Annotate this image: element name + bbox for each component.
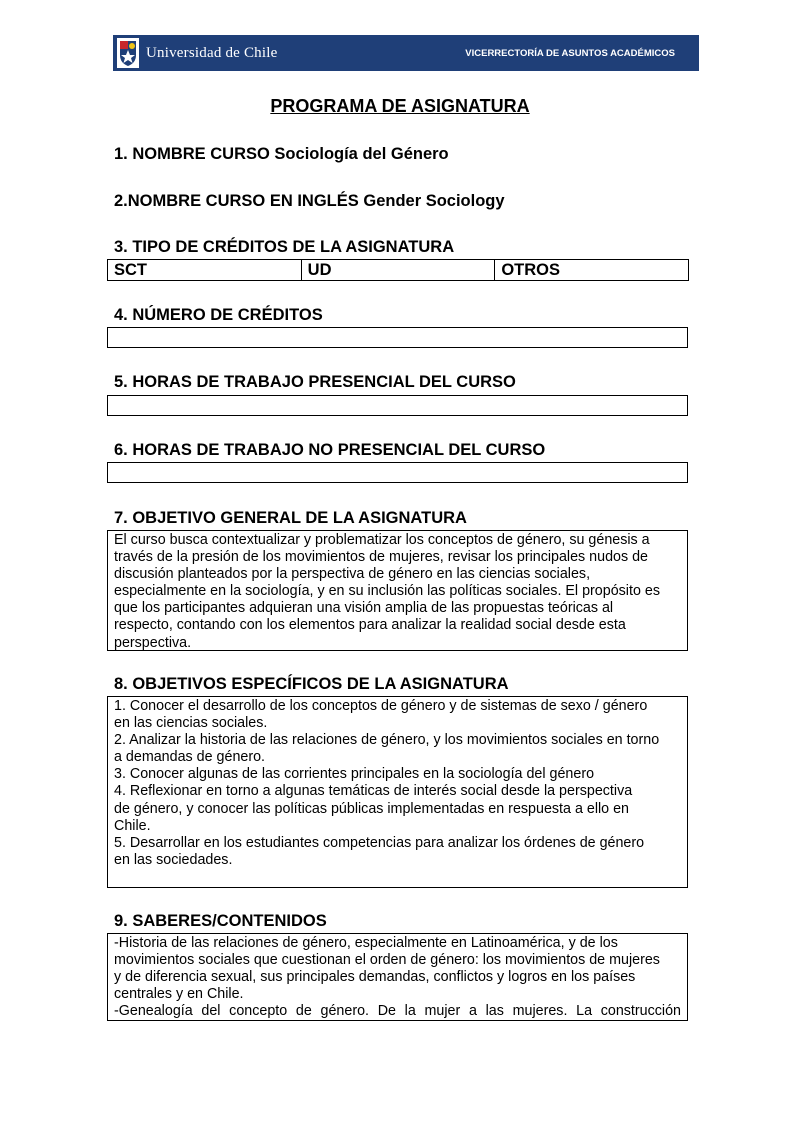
objective-line: discusión planteados por la perspectiva de género en las ciencias sociales, [114, 566, 591, 583]
content-line: movimientos sociales que cuestionan el orden de género: los movimientos de mujeres [114, 952, 660, 969]
specific-objective-line: a demandas de género. [114, 749, 266, 766]
content-line: y de diferencia sexual, sus principales demandas, conflictos y logros en los países [114, 969, 636, 986]
objective-line: través de la presión de los movimientos de mujeres, revisar los principales nudos de [114, 549, 649, 566]
credit-type-ud: UD [301, 260, 495, 281]
section-8-heading: 8. OBJETIVOS ESPECÍFICOS DE LA ASIGNATURA [114, 675, 509, 693]
credit-type-table [107, 259, 689, 281]
specific-objective-line: 5. Desarrollar en los estudiantes competencias para analizar los órdenes de género [114, 834, 645, 851]
objective-line: respecto, contando con los elementos para analizar la realidad social desde esta [114, 617, 626, 634]
objective-line: perspectiva. [114, 634, 192, 651]
section-5-box [107, 395, 688, 416]
section-3-heading: 3. TIPO DE CRÉDITOS DE LA ASIGNATURA [114, 238, 455, 256]
section-5-heading: 5. HORAS DE TRABAJO PRESENCIAL DEL CURSO [114, 373, 516, 391]
vicerrectoria-label: VICERRECTORÍA DE ASUNTOS ACADÉMICOS [465, 48, 675, 59]
section-7-heading: 7. OBJETIVO GENERAL DE LA ASIGNATURA [114, 509, 467, 527]
section-7-box [107, 530, 688, 651]
university-name: Universidad de Chile [146, 45, 278, 61]
credit-type-otros: OTROS [495, 260, 689, 281]
section-1-course-name: 1. NOMBRE CURSO Sociología del Género [114, 145, 449, 163]
objective-line: El curso busca contextualizar y problematizar los conceptos de género, su génesis a [114, 532, 650, 548]
specific-objective-line: 3. Conocer algunas de las corrientes principales en la sociología del género [114, 766, 595, 783]
section-4-box [107, 327, 688, 348]
specific-objective-line: en las sociedades. [114, 851, 233, 868]
objective-line: que los participantes adquieran una visión amplia de las propuestas teóricas al [114, 600, 614, 617]
content-line: centrales y en Chile. [114, 986, 244, 1003]
section-6-heading: 6. HORAS DE TRABAJO NO PRESENCIAL DEL CURSO [114, 441, 546, 459]
table-row [108, 260, 689, 281]
section-8-box [107, 696, 688, 888]
objective-line: especialmente en la sociología, y en su inclusión las políticas sociales. El propósito es [114, 583, 660, 600]
specific-objective-line: Chile. [114, 817, 151, 834]
header-banner [113, 35, 699, 71]
specific-objective-line: 2. Analizar la historia de las relaciones de género, y los movimientos sociales en torno [114, 732, 660, 749]
content-line: -Historia de las relaciones de género, especialmente en Latinoamérica, y de los [114, 935, 618, 951]
specific-objective-line: 1. Conocer el desarrollo de los conceptos de género y de sistemas de sexo / género [114, 698, 648, 714]
section-9-box [107, 933, 688, 1021]
section-4-heading: 4. NÚMERO DE CRÉDITOS [114, 306, 323, 324]
section-2-course-name-english: 2.NOMBRE CURSO EN INGLÉS Gender Sociology [114, 192, 505, 210]
document-title: PROGRAMA DE ASIGNATURA [270, 96, 530, 116]
content-line: -Genealogía del concepto de género. De la mujer a las mujeres. La construcción [114, 1003, 681, 1020]
credit-type-sct: SCT [108, 260, 302, 281]
section-6-box [107, 462, 688, 483]
university-crest-icon [117, 38, 139, 68]
specific-objective-line: 4. Reflexionar en torno a algunas temáticas de interés social desde la perspectiva [114, 783, 633, 800]
section-9-heading: 9. SABERES/CONTENIDOS [114, 912, 327, 930]
specific-objective-line: de género, y conocer las políticas públicas implementadas en respuesta a ello en [114, 800, 629, 817]
specific-objective-line: en las ciencias sociales. [114, 715, 268, 732]
